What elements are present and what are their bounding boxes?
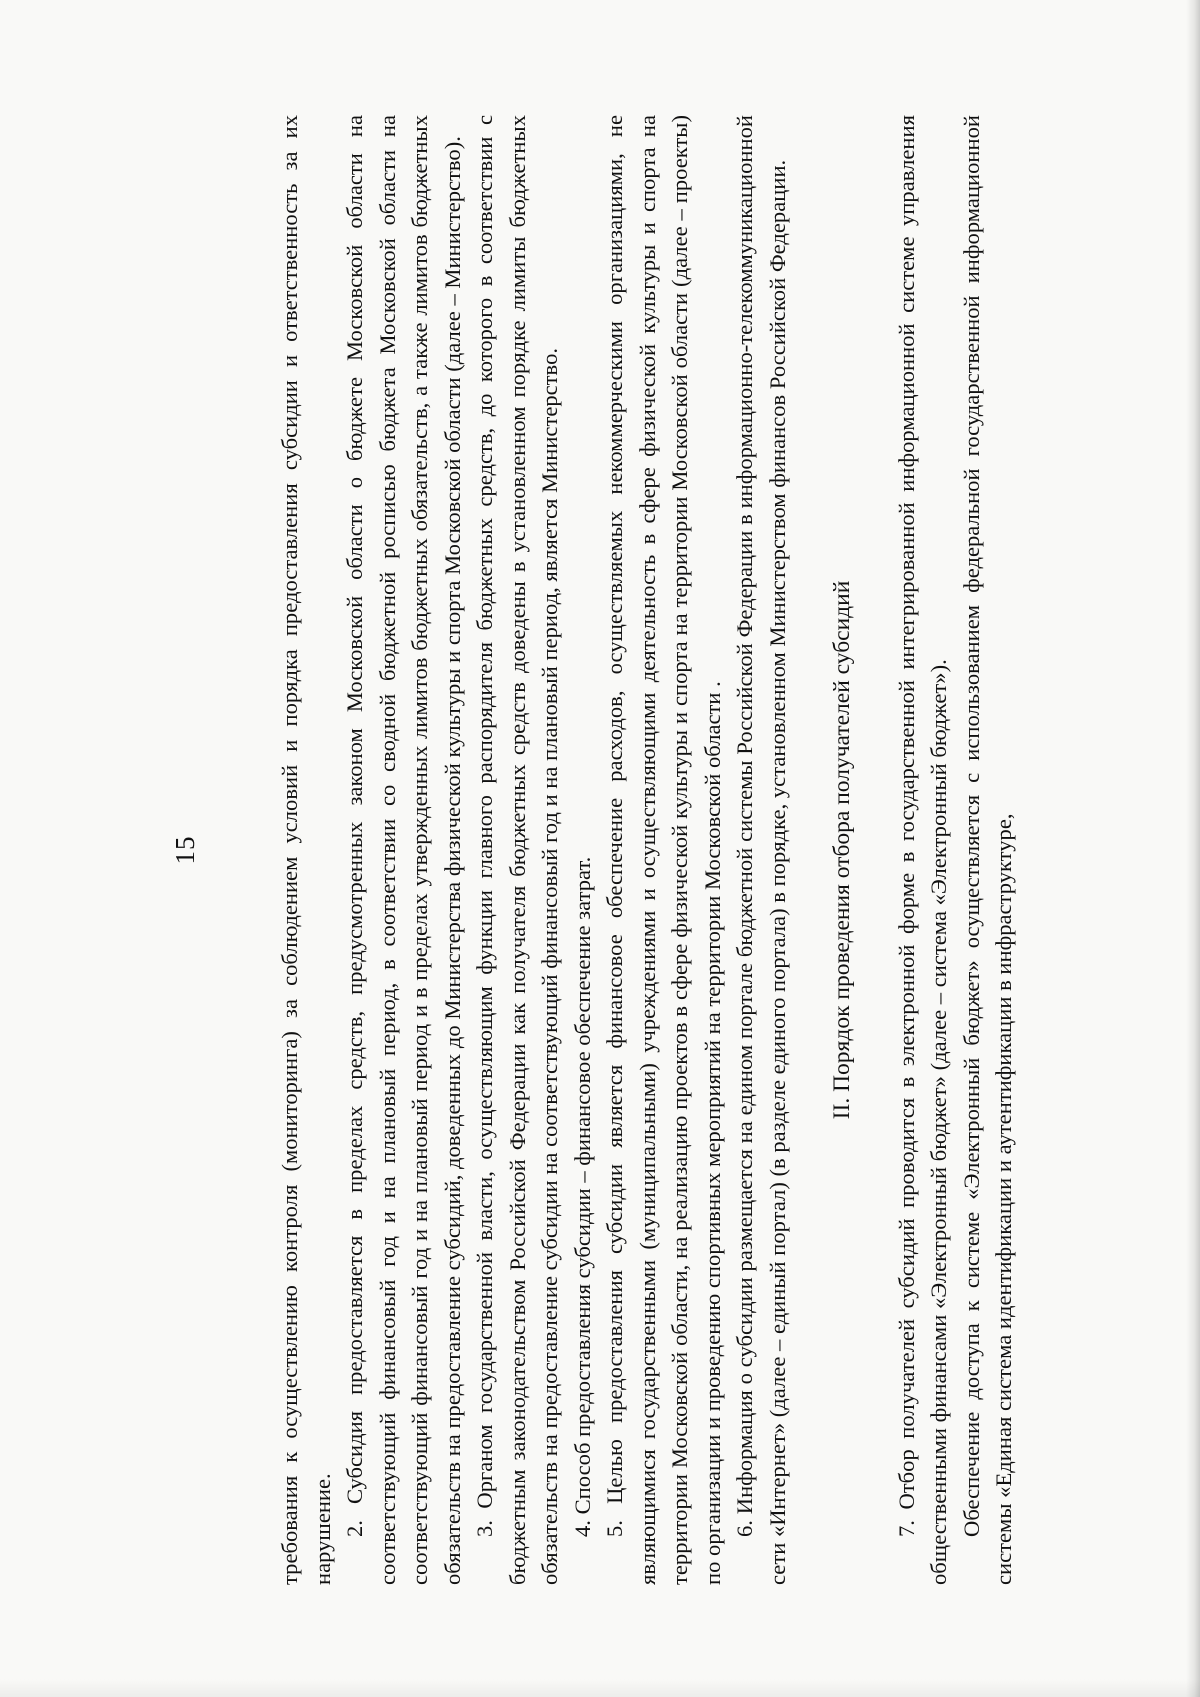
document-body — [274, 115, 1021, 1585]
paragraph-continuation: требования к осуществлению контроля (мониторинга) за соблюдением условий и порядка предоставления субсидии и ответственность за их нарушение. — [277, 115, 335, 1585]
scan-edge-shadow — [1186, 0, 1200, 1697]
section-heading: II. Порядок проведения отбора получателей субсидий — [829, 580, 855, 1120]
paragraph-7-selection: 7. Отбор получателей субсидий проводится в электронной форме в государственной интегрированной информационной системе управления общественными финансами «Электронный бюджет» (далее – система «Электронный бюджет»). — [893, 115, 951, 1585]
paragraph-access: Обеспечение доступа к системе «Электронный бюджет» осуществляется с использованием федеральной государственной информационной системы «Единая система идентификации и аутентификации в инфраструктуре, — [958, 115, 1016, 1585]
paragraph-3-authority: 3. Органом государственной власти, осуществляющим функции главного распорядителя бюджетных средств, до которого в соответствии с бюджетным законодательством Российской Федерации как получателя бюджетных средств доведены в установленном порядке лимиты бюджетных обязательств на предоставление субсидии на соответствующий финансовый год и на плановый период, является Министерство. — [472, 115, 562, 1585]
paragraph-2-subsidy-limits: 2. Субсидия предоставляется в пределах средств, предусмотренных законом Московской области о бюджете Московской области на соответствующий финансовый год и на плановый период, в соответствии со сводной бюджетной росписью бюджета Московской области на соответствующий финансовый год и на плановый период и в пределах утвержденных лимитов бюджетных обязательств, а также лимитов бюджетных обязательств на предоставление субсидий, доведенных до Министерства физической культуры и спорта Московской области (далее – Министерство). — [342, 115, 465, 1585]
paragraph-6-publication: 6. Информация о субсидии размещается на едином портале бюджетной системы Российской Федерации в информационно-телекоммуникационной сети «Интернет» (далее – единый портал) (в разделе единого портала) в порядке, установленном Министерством финансов Российской Федерации. — [732, 115, 790, 1585]
paragraph-4-method: 4. Способ предоставления субсидии – финансовое обеспечение затрат. — [569, 856, 595, 1537]
scan-bottom-shadow — [0, 1679, 1200, 1697]
page-number: 15 — [170, 835, 200, 865]
rotated-content — [170, 70, 1070, 1630]
paragraph-5-purpose: 5. Целью предоставления субсидии является финансовое обеспечение расходов, осуществляемых некоммерческими организациями, не являющимися государственными (муниципальными) учреждениями и осуществляющими деятельность в сфере физической культуры и спорта на территории Московской области, на реализацию проектов в сфере физической культуры и спорта на территории Московской области (далее – проекты) по организации и проведению спортивных мероприятий на территории Московской области . — [602, 115, 725, 1585]
